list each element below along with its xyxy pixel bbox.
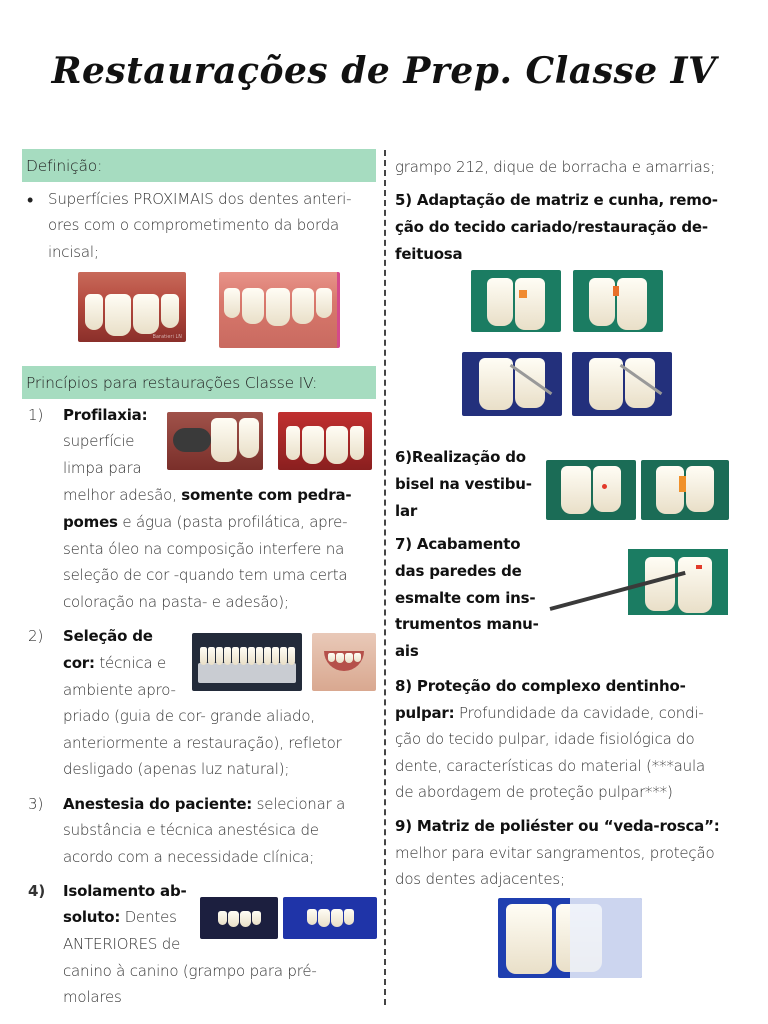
- page-title: Restaurações de Prep. Classe IV: [51, 50, 717, 92]
- item3-line-2: substância e técnica anestésica de: [63, 821, 319, 839]
- item1-line-3: limpa para: [63, 459, 142, 477]
- item4-line-3: ANTERIORES de: [63, 935, 181, 953]
- step9-line-3: dos dentes adjacentes;: [395, 870, 565, 888]
- item4-line-5: molares: [63, 988, 122, 1006]
- step7-line-2: das paredes de: [395, 562, 522, 580]
- caries-removal-photo-2: [572, 352, 672, 416]
- bevel-photo-1: [546, 460, 636, 520]
- prophylaxis-photo-2: [278, 412, 372, 470]
- item4-line-2: soluto: Dentes: [63, 908, 177, 926]
- item1-line-7: seleção de cor -quando tem uma certa: [63, 566, 348, 584]
- principios-header: Princípios para restaurações Classe IV:: [22, 366, 376, 399]
- right-line-1: grampo 212, dique de borracha e amarrias;: [395, 158, 716, 176]
- step5-line-1: 5) Adaptação de matriz e cunha, remo-: [395, 191, 718, 209]
- item1-line-5: pomes e água (pasta profilática, apre-: [63, 513, 348, 531]
- polyester-matrix-photo: [498, 898, 642, 978]
- shade-guide-photo: [192, 633, 302, 691]
- item1-line-2: superfície: [63, 432, 135, 450]
- rubber-dam-photo-1: [200, 897, 278, 939]
- class-iv-photo-2: [219, 272, 340, 348]
- step5-line-3: feituosa: [395, 245, 463, 263]
- definicao-line-3: incisal;: [48, 243, 99, 261]
- step6-line-1: 6)Realização do: [395, 448, 526, 466]
- prophylaxis-photo-1: [167, 412, 263, 470]
- item4-line-1: Isolamento ab-: [63, 882, 187, 900]
- item1-line-6: senta óleo na composição interfere na: [63, 540, 345, 558]
- step7-line-4: trumentos manu-: [395, 615, 539, 633]
- item2-line-4: priado (guia de cor- grande aliado,: [63, 707, 315, 725]
- step5-line-2: ção do tecido cariado/restauração de-: [395, 218, 708, 236]
- step7-line-3: esmalte com ins-: [395, 589, 536, 607]
- definicao-header: Definição:: [22, 149, 376, 182]
- rubber-dam-photo-2: [283, 897, 377, 939]
- matrix-photo-1: [471, 270, 561, 332]
- item2-line-3: ambiente apro-: [63, 681, 176, 699]
- step9-line-1: 9) Matriz de poliéster ou “veda-rosca”:: [395, 817, 720, 835]
- class-iv-photo-1: [78, 272, 186, 342]
- step8-line-4: dente, características do material (***aula: [395, 757, 705, 775]
- item2-line-2: cor: técnica e: [63, 654, 167, 672]
- item-number: 1): [28, 406, 44, 424]
- step8-line-5: de abordagem de proteção pulpar***): [395, 783, 673, 801]
- item1-line-4: melhor adesão, somente com pedra-: [63, 486, 352, 504]
- step6-line-3: lar: [395, 502, 418, 520]
- item2-line-6: desligado (apenas luz natural);: [63, 760, 290, 778]
- definicao-line-2: ores com o comprometimento da borda: [48, 216, 340, 234]
- step7-line-5: ais: [395, 642, 419, 660]
- caries-removal-photo-1: [462, 352, 562, 416]
- item4-line-4: canino à canino (grampo para pré-: [63, 962, 317, 980]
- matrix-photo-2: [573, 270, 663, 332]
- item2-line-1: Seleção de: [63, 627, 153, 645]
- step8-line-1: 8) Proteção do complexo dentinho-: [395, 677, 686, 695]
- step8-line-2: pulpar: Profundidade da cavidade, condi-: [395, 704, 704, 722]
- item2-line-5: anteriormente a restauração), refletor: [63, 734, 342, 752]
- item1-line-8: coloração na pasta- e adesão);: [63, 593, 289, 611]
- item1-line-1: Profilaxia:: [63, 406, 148, 424]
- photo-caption: Baratieri LN: [152, 334, 182, 340]
- item3-line-3: acordo com a necessidade clínica;: [63, 848, 315, 866]
- finishing-instrument-photo: [548, 547, 728, 633]
- step7-line-1: 7) Acabamento: [395, 535, 521, 553]
- bullet-dot: •: [27, 190, 34, 211]
- item3-line-1: Anestesia do paciente: selecionar a: [63, 795, 346, 813]
- step6-line-2: bisel na vestibu-: [395, 475, 532, 493]
- item-number: 3): [28, 795, 44, 813]
- item-number: 4): [28, 882, 46, 900]
- step9-line-2: melhor para evitar sangramentos, proteção: [395, 844, 715, 862]
- step8-line-3: ção do tecido pulpar, idade fisiológica do: [395, 730, 695, 748]
- item-number: 2): [28, 627, 44, 645]
- column-divider: [384, 150, 386, 1005]
- smile-photo: [312, 633, 376, 691]
- bevel-photo-2: [641, 460, 729, 520]
- definicao-line-1: Superfícies PROXIMAIS dos dentes anteri-: [48, 190, 352, 208]
